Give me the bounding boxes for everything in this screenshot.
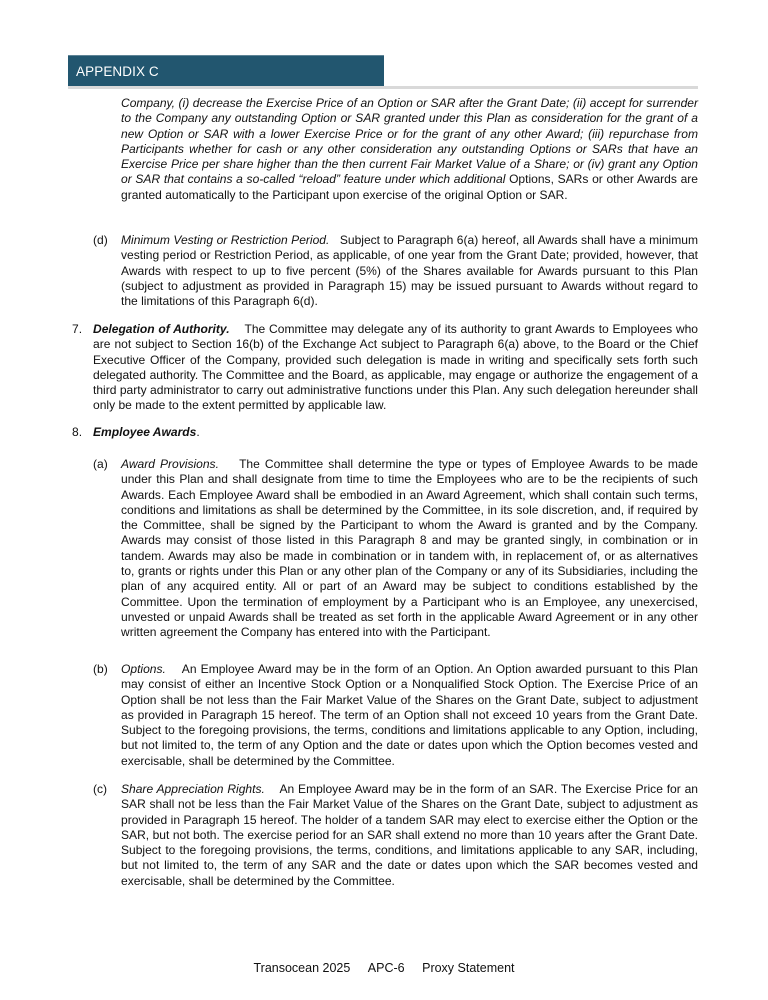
section-7-paragraph: Delegation of Authority. The Committee may delegate any of its authority to grant Awards to Employees who are not subject to Section 16(b) of the Exchange Act subject to Paragraph 6(a) above, to the Board or the Chief Executive Officer of the Company, provided such delegation is made in writing and specifically sets forth such delegated authority. The Committee and the Board, as applicable, may engage or authorize the engagement of a third party administrator to carry out administrative functions under this Plan. Any such delegation hereunder shall only be made to the extent permitted by applicable law. bbox=[93, 322, 699, 413]
item-8b-paragraph bbox=[121, 662, 698, 769]
continuation-italic-text: Company, (i) decrease the Exercise Price of an Option or SAR after the Grant Date; (ii) accept for surrender to the Company any outstanding Option or SAR granted under this Plan as consideration for the grant of a new Option or SAR with a lower Exercise Price or for the grant of any other Award; (iii) repurchase from Participants whether for cash or any other consideration any outstanding Options or SARs that have an Exercise Price per share higher than the then current Fair Market Value of a Share; or (iv) grant any Option or SAR that contains a so-called “reload” feature under which additional bbox=[121, 96, 698, 187]
item-8a-title: Award Provisions. bbox=[121, 457, 219, 471]
item-6d-paragraph bbox=[121, 233, 698, 309]
appendix-title: APPENDIX C bbox=[76, 64, 159, 79]
item-8a-text: The Committee shall determine the type or types of Employee Awards to be made under this Plan and shall designate from time to time the Employees who are to be the recipients of such Awards. Each Employee Award shall be embodied in an Award Agreement, which shall contain such terms, conditions and limitations as shall be determined by the Committee, in its sole discretion, and, if required by the Committee, shall be signed by the Participant to whom the Award is granted and by the Company. Awards may consist of those listed in this Paragraph 8 and may be granted singly, in combination or in tandem. Awards may also be made in combination or in tandem with, in replacement of, or as alternatives to, grants or rights under this Plan or any other plan of the Company or any of its Subsidiaries, including the plan of any acquired entity. All or part of an Award may be subject to conditions established by the Committee. Upon the termination of employment by a Participant who is an Employee, any unexercised, unvested or unpaid Awards shall be treated as set forth in the applicable Award Agreement or in any other written agreement the Company has entered into with the Participant. bbox=[121, 457, 698, 640]
item-8b-letter: (b) bbox=[93, 662, 108, 676]
item-6d-letter: (d) bbox=[93, 233, 108, 247]
continuation-plain-text: Options, SARs or other Awards are granted automatically to the Participant upon exercise of the original Option or SAR. bbox=[121, 172, 698, 202]
continuation-paragraph bbox=[121, 96, 698, 203]
section-8-number: 8. bbox=[72, 425, 83, 439]
section-8-title: Employee Awards bbox=[93, 425, 197, 439]
section-8-heading: Employee Awards. bbox=[93, 425, 200, 439]
item-6d-title: Minimum Vesting or Restriction Period. bbox=[121, 233, 330, 247]
footer-company-year: Transocean 2025 bbox=[253, 961, 351, 975]
appendix-header-bar bbox=[68, 55, 384, 86]
section-7-number: 7. bbox=[72, 322, 83, 336]
item-6d-text: Subject to Paragraph 6(a) hereof, all Awards shall have a minimum vesting period or Restriction Period, as applicable, of one year from the Grant Date; provided, however, that Awards with respect to up to five percent (5%) of the Shares available for Awards pursuant to this Plan (subject to adjustment as provided in Paragraph 15) may be issued pursuant to Awards without regard to the limitations of this Paragraph 6(d). bbox=[121, 233, 698, 309]
item-8c-letter: (c) bbox=[93, 782, 108, 796]
item-8a-letter: (a) bbox=[93, 457, 108, 471]
item-8c-paragraph bbox=[121, 782, 698, 889]
item-8c-title: Share Appreciation Rights. bbox=[121, 782, 265, 796]
footer-document-name: Proxy Statement bbox=[422, 961, 515, 975]
footer-page-number: APC-6 bbox=[367, 961, 405, 975]
page-footer bbox=[0, 961, 768, 975]
item-8b-title: Options. bbox=[121, 662, 166, 676]
item-8c-text: An Employee Award may be in the form of an SAR. The Exercise Price for an SAR shall not be less than the Fair Market Value of the Shares on the Grant Date, subject to adjustment as provided in Paragraph 15 hereof. The holder of a tandem SAR may elect to exercise either the Option or the SAR, but not both. The exercise period for an SAR shall extend no more than 10 years after the Grant Date. Subject to the foregoing provisions, the terms, conditions, and limitations applicable to any SAR, including, but not limited to, the term of any SAR and the date or dates upon which the SAR becomes vested and exercisable, shall be determined by the Committee. bbox=[121, 782, 698, 888]
item-8a-paragraph bbox=[121, 457, 698, 641]
header-divider bbox=[68, 86, 698, 89]
item-8b-text: An Employee Award may be in the form of an Option. An Option awarded pursuant to this Plan may consist of either an Incentive Stock Option or a Nonqualified Stock Option. The Exercise Price of an Option shall be not less than the Fair Market Value of the Shares on the Grant Date, subject to adjustment as provided in Paragraph 15 hereof. The term of an Option shall not exceed 10 years from the Grant Date. Subject to the foregoing provisions, the terms, conditions and limitations applicable to any Option, including, but not limited to, the term of any Option and the date or dates upon which the Option becomes vested and exercisable, shall be determined by the Committee. bbox=[121, 662, 698, 768]
section-7-text: The Committee may delegate any of its authority to grant Awards to Employees who are not subject to Section 16(b) of the Exchange Act subject to Paragraph 6(a) above, to the Board or the Chief Executive Officer of the Company, provided such delegation is made in writing and specifically sets forth such delegated authority. The Committee and the Board, as applicable, may engage or authorize the engagement of a third party administrator to carry out administrative functions under this Plan. Any such delegation hereunder shall only be made to the extent permitted by applicable law. bbox=[93, 322, 699, 413]
section-7-title: Delegation of Authority bbox=[93, 322, 227, 336]
